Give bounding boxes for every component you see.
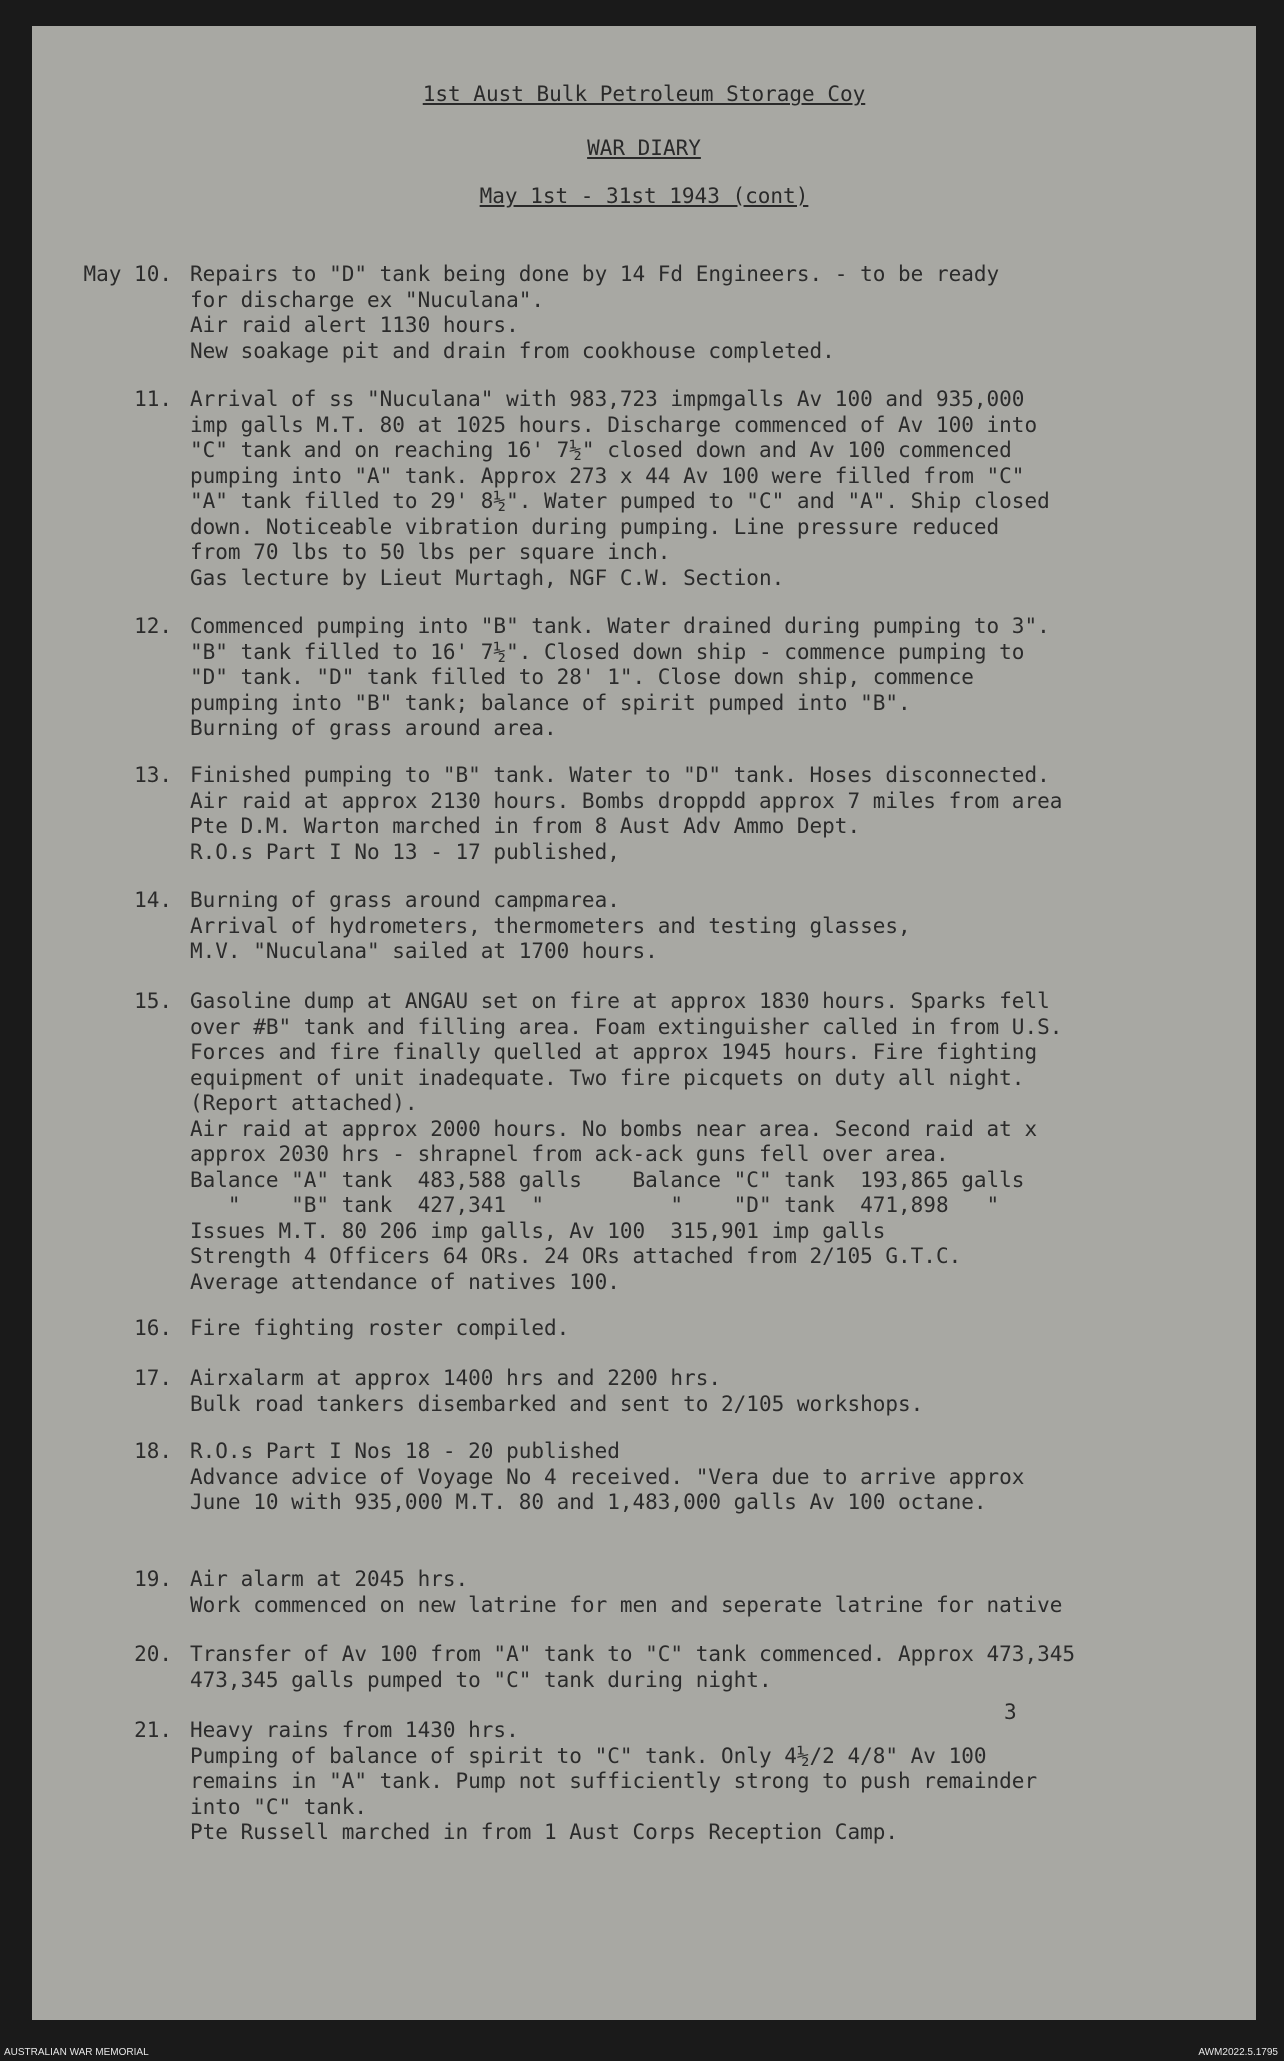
entry-line: approx 2030 hrs - shrapnel from ack-ack guns fell over area. bbox=[190, 1142, 949, 1166]
entry-line: "C" tank and on reaching 16' 7½" closed down and Av 100 commenced bbox=[190, 438, 1012, 462]
entry-line: R.O.s Part I Nos 18 - 20 published bbox=[190, 1439, 620, 1463]
entry-line: June 10 with 935,000 M.T. 80 and 1,483,000 galls Av 100 octane. bbox=[190, 1490, 987, 1514]
entry-line: Strength 4 Officers 64 ORs. 24 ORs attached from 2/105 G.T.C. bbox=[190, 1244, 962, 1268]
entry-line: Balance "A" tank 483,588 galls Balance "C" tank 193,865 galls bbox=[190, 1167, 1025, 1192]
entry-line: "A" tank filled to 29' 8½". Water pumped to "C" and "A". Ship closed bbox=[190, 489, 1050, 513]
entry-line: pumping into "A" tank. Approx 273 x 44 Av 100 were filled from "C" bbox=[190, 463, 1025, 488]
entry-line: Arrival of ss "Nuculana" with 983,723 impmgalls Av 100 and 935,000 bbox=[190, 387, 1025, 411]
entry-line: Airxalarm at approx 1400 hrs and 2200 hrs. bbox=[190, 1366, 722, 1390]
entry-date: 11. bbox=[134, 387, 172, 411]
entry-line: Advance advice of Voyage No 4 received. "Vera due to arrive approx bbox=[190, 1464, 1025, 1489]
entry-line: Forces and fire finally quelled at approx 1945 hours. Fire fighting bbox=[190, 1040, 1038, 1064]
entry-line: R.O.s Part I No 13 - 17 published, bbox=[190, 839, 620, 864]
entry-line: equipment of unit inadequate. Two fire picquets on duty all night. bbox=[190, 1065, 1025, 1090]
document-page bbox=[32, 26, 1256, 2020]
entry-line: Air raid at approx 2130 hours. Bombs droppdd approx 7 miles from area bbox=[190, 788, 1063, 813]
entry-date: 21. bbox=[134, 1718, 172, 1742]
entry-line: over #B" tank and filling area. Foam extinguisher called in from U.S. bbox=[190, 1014, 1063, 1039]
document-title: WAR DIARY bbox=[587, 136, 701, 160]
entry-line: pumping into "B" tank; balance of spirit pumped into "B". bbox=[190, 690, 911, 715]
entry-line: 473,345 galls pumped to "C" tank during night. bbox=[190, 1667, 772, 1692]
entry-line: Pumping of balance of spirit to "C" tank. Only 4½/2 4/8" Av 100 bbox=[190, 1743, 987, 1768]
entry-line: Pte Russell marched in from 1 Aust Corps Reception Camp. bbox=[190, 1820, 899, 1844]
entry-line: (Report attached). bbox=[190, 1091, 418, 1115]
unit-heading: 1st Aust Bulk Petroleum Storage Coy bbox=[422, 82, 866, 106]
entry-line: New soakage pit and drain from cookhouse completed. bbox=[190, 338, 835, 363]
diary-period: May 1st - 31st 1943 (cont) bbox=[479, 184, 809, 208]
entry-date: 19. bbox=[134, 1567, 172, 1591]
entry-line: Work commenced on new latrine for men and seperate latrine for native bbox=[190, 1592, 1063, 1617]
entry-line: for discharge ex "Nuculana". bbox=[190, 287, 545, 312]
entry-line: Arrival of hydrometers, thermometers and testing glasses, bbox=[190, 913, 911, 938]
entry-line: Transfer of Av 100 from "A" tank to "C" tank commenced. Approx 473,345 bbox=[190, 1642, 1076, 1666]
footer-archive-name: AUSTRALIAN WAR MEMORIAL bbox=[4, 2047, 149, 2058]
entry-line: imp galls M.T. 80 at 1025 hours. Discharge commenced of Av 100 into bbox=[190, 412, 1038, 437]
entry-line: Repairs to "D" tank being done by 14 Fd Engineers. - to be ready bbox=[190, 262, 1000, 286]
entry-line: M.V. "Nuculana" sailed at 1700 hours. bbox=[190, 939, 658, 963]
entry-line: " "B" tank 427,341 " " "D" tank 471,898 " bbox=[190, 1193, 1000, 1217]
entry-line: Pte D.M. Warton marched in from 8 Aust Adv Ammo Dept. bbox=[190, 814, 861, 838]
entry-line: Fire fighting roster compiled. bbox=[190, 1316, 570, 1340]
entry-line: Finished pumping to "B" tank. Water to "D" tank. Hoses disconnected. bbox=[190, 763, 1050, 787]
entry-date: 15. bbox=[134, 989, 172, 1013]
entry-line: Issues M.T. 80 206 imp galls, Av 100 315,901 imp galls bbox=[190, 1218, 886, 1243]
entry-line: Heavy rains from 1430 hrs. bbox=[190, 1718, 519, 1742]
entry-line: Gas lecture by Lieut Murtagh, NGF C.W. Section. bbox=[190, 565, 785, 590]
entry-line: Commenced pumping into "B" tank. Water drained during pumping to 3". bbox=[190, 614, 1050, 638]
entry-line: Burning of grass around campmarea. bbox=[190, 888, 620, 912]
entry-line: Bulk road tankers disembarked and sent to 2/105 workshops. bbox=[190, 1391, 924, 1416]
entry-line: remains in "A" tank. Pump not sufficiently strong to push remainder bbox=[190, 1769, 1038, 1793]
entry-line: Air raid at approx 2000 hours. No bombs near area. Second raid at x bbox=[190, 1116, 1038, 1141]
entry-line: down. Noticeable vibration during pumping. Line pressure reduced bbox=[190, 514, 1000, 539]
entry-line: "B" tank filled to 16' 7½". Closed down ship - commence pumping to bbox=[190, 639, 1025, 664]
entry-date: 16. bbox=[134, 1316, 172, 1340]
entry-date: May 10. bbox=[83, 262, 172, 286]
entry-date: 13. bbox=[134, 763, 172, 787]
entry-date: 18. bbox=[134, 1439, 172, 1463]
entry-line: into "C" tank. bbox=[190, 1794, 368, 1819]
entry-line: Burning of grass around area. bbox=[190, 716, 557, 740]
entry-date: 14. bbox=[134, 888, 172, 912]
entry-date: 12. bbox=[134, 614, 172, 638]
entry-line: from 70 lbs to 50 lbs per square inch. bbox=[190, 540, 671, 564]
entry-line: "D" tank. "D" tank filled to 28' 1". Close down ship, commence bbox=[190, 665, 974, 689]
entry-date: 17. bbox=[134, 1366, 172, 1390]
entry-line: Air raid alert 1130 hours. bbox=[190, 313, 519, 337]
entry-date: 20. bbox=[134, 1642, 172, 1666]
entry-line: Gasoline dump at ANGAU set on fire at approx 1830 hours. Sparks fell bbox=[190, 989, 1050, 1013]
handwritten-correction: 3 bbox=[1004, 1700, 1017, 1724]
footer-reference: AWM2022.5.1795 bbox=[1198, 2047, 1278, 2058]
entry-line: Air alarm at 2045 hrs. bbox=[190, 1567, 469, 1591]
entry-line: Average attendance of natives 100. bbox=[190, 1269, 620, 1294]
